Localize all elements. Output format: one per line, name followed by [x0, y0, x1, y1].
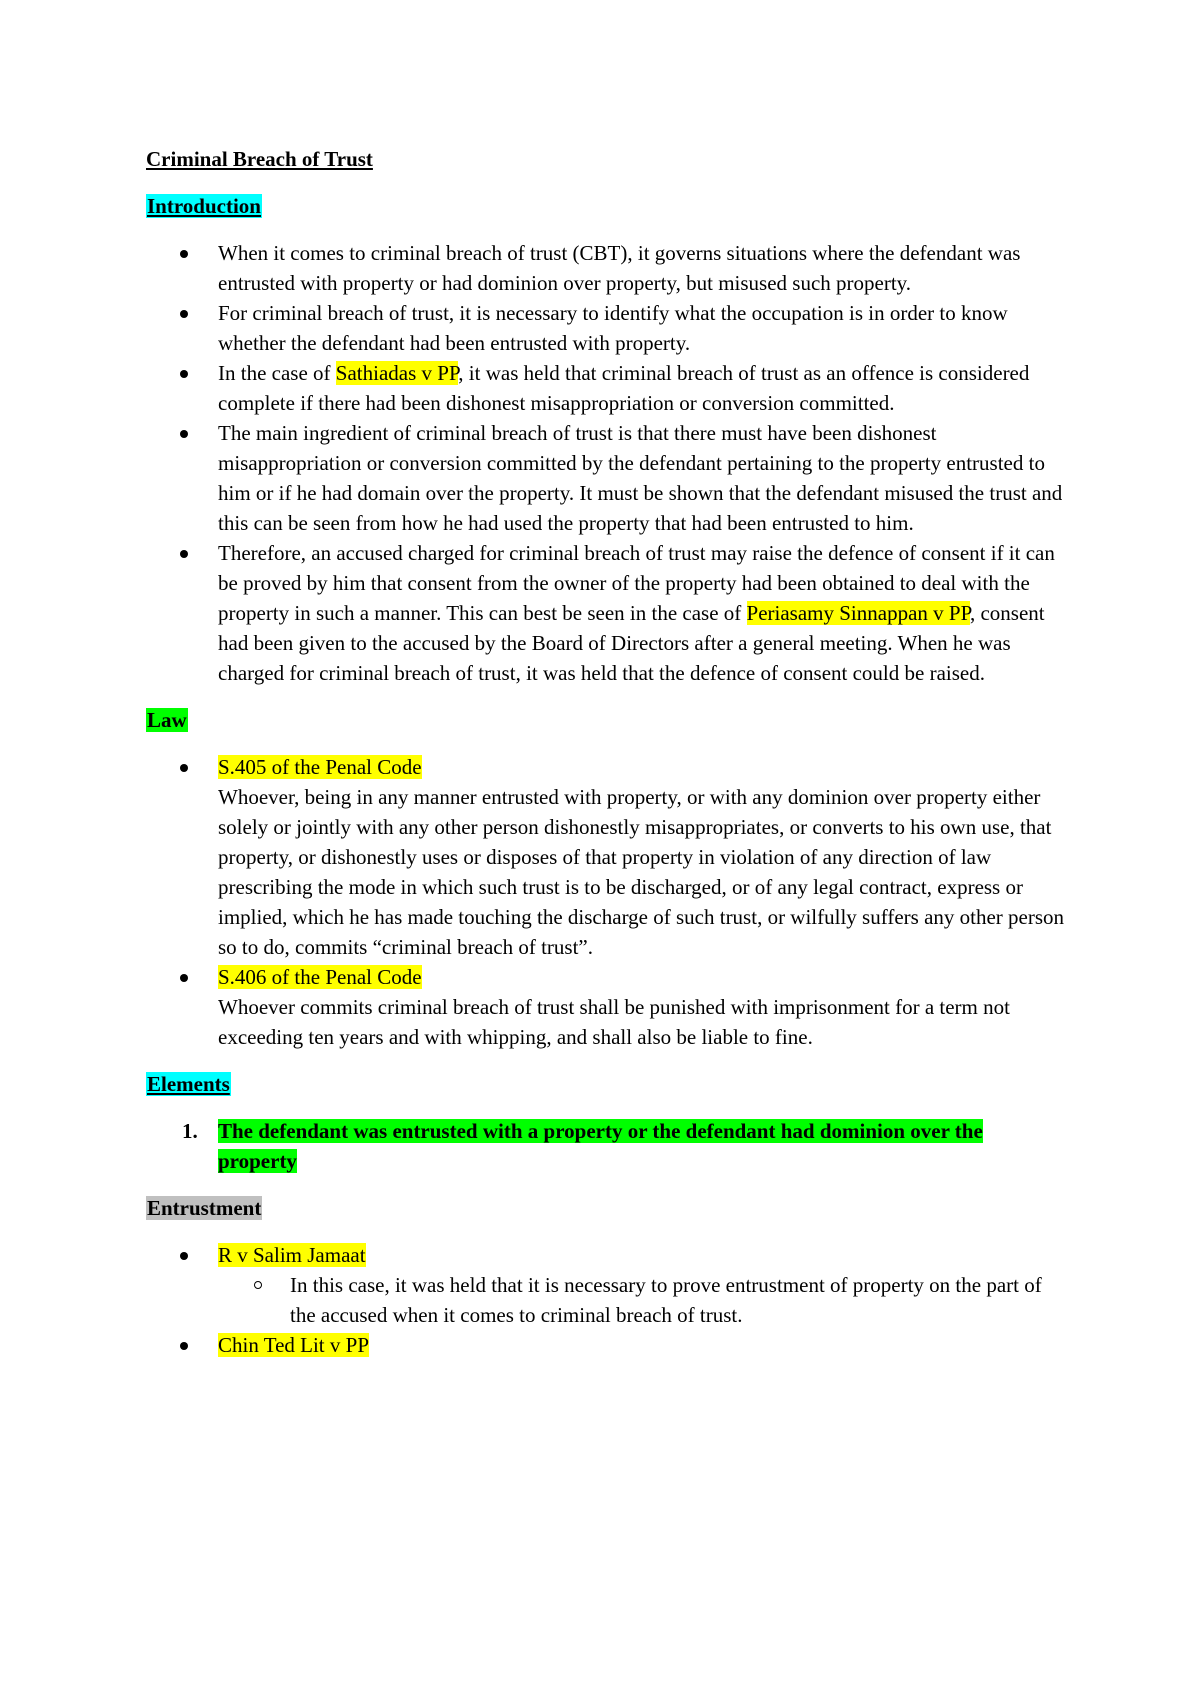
- case-citation: Periasamy Sinnappan v PP: [746, 601, 970, 625]
- law-list: [146, 752, 1066, 1052]
- element-item: [146, 1116, 1066, 1176]
- sub-list-item: In this case, it was held that it is necessary to prove entrustment of property on the part of the accused when it comes to criminal breach of trust.: [218, 1270, 1066, 1330]
- list-item: When it comes to criminal breach of trust (CBT), it governs situations where the defendant was entrusted with property or had dominion over property, but misused such property.: [146, 238, 1066, 298]
- elements-list: [146, 1116, 1066, 1176]
- bullet-icon: [180, 974, 188, 982]
- list-item: For criminal breach of trust, it is necessary to identify what the occupation is in order to know whether the defendant had been entrusted with property.: [146, 298, 1066, 358]
- bullet-icon: [180, 550, 188, 558]
- section-heading-entrustment: Entrustment: [147, 1196, 262, 1220]
- bullet-icon: [180, 1342, 188, 1350]
- bullet-icon: [180, 430, 188, 438]
- statute-section: S.405 of the Penal Code: [218, 755, 422, 779]
- list-item: The main ingredient of criminal breach of trust is that there must have been dishonest misappropriation or conversion committed by the defendant pertaining to the property entrusted to him or if he had domain over the property. It must be shown that the defendant misused the trust and this can be seen from how he had used the property that had been entrusted to him.: [146, 418, 1066, 538]
- bullet-icon: [180, 310, 188, 318]
- bullet-icon: [180, 764, 188, 772]
- hollow-bullet-icon: [254, 1281, 262, 1289]
- document-title: Criminal Breach of Trust: [146, 147, 373, 171]
- entrustment-list: [146, 1240, 1066, 1360]
- list-item: In the case of Sathiadas v PP, it was held that criminal breach of trust as an offence is considered complete if there had been dishonest misappropriation or conversion committed.: [146, 358, 1066, 418]
- sub-list: [218, 1270, 1066, 1330]
- bullet-icon: [180, 370, 188, 378]
- list-item: Therefore, an accused charged for criminal breach of trust may raise the defence of consent if it can be proved by him that consent from the owner of the property had been obtained to deal with the property in such a manner. This can best be seen in the case of Periasamy Sinnappan v PP, consent had been given to the accused by the Board of Directors after a general meeting. When he was charged for criminal breach of trust, it was held that the defence of consent could be raised.: [146, 538, 1066, 688]
- statute-section: S.406 of the Penal Code: [218, 965, 422, 989]
- introduction-list: [146, 238, 1066, 688]
- section-heading-law: Law: [147, 708, 187, 732]
- element-number: 1.: [182, 1119, 198, 1143]
- statute-text: Whoever, being in any manner entrusted with property, or with any dominion over property either solely or jointly with any other person dishonestly misappropriates, or converts to his own use, that property, or dishonestly uses or disposes of that property in violation of any direction of law prescribing the mode in which such trust is to be discharged, or of any legal contract, express or implied, which he has made touching the discharge of such trust, or wilfully suffers any other person so to do, commits “criminal breach of trust”.: [218, 785, 1065, 959]
- document-content: [146, 144, 1066, 1360]
- case-citation: Sathiadas v PP: [335, 361, 459, 385]
- list-item: [146, 1330, 1066, 1360]
- bullet-icon: [180, 250, 188, 258]
- list-item: [146, 1240, 1066, 1330]
- list-item: [146, 962, 1066, 1052]
- case-citation: R v Salim Jamaat: [218, 1243, 366, 1267]
- section-heading-introduction: Introduction: [147, 194, 261, 218]
- bullet-icon: [180, 1252, 188, 1260]
- case-citation: Chin Ted Lit v PP: [218, 1333, 369, 1357]
- list-item: [146, 752, 1066, 962]
- statute-text: Whoever commits criminal breach of trust shall be punished with imprisonment for a term not exceeding ten years and with whipping, and shall also be liable to fine.: [218, 995, 1010, 1049]
- element-text: The defendant was entrusted with a property or the defendant had dominion over the property: [218, 1119, 983, 1173]
- section-heading-elements: Elements: [147, 1072, 230, 1096]
